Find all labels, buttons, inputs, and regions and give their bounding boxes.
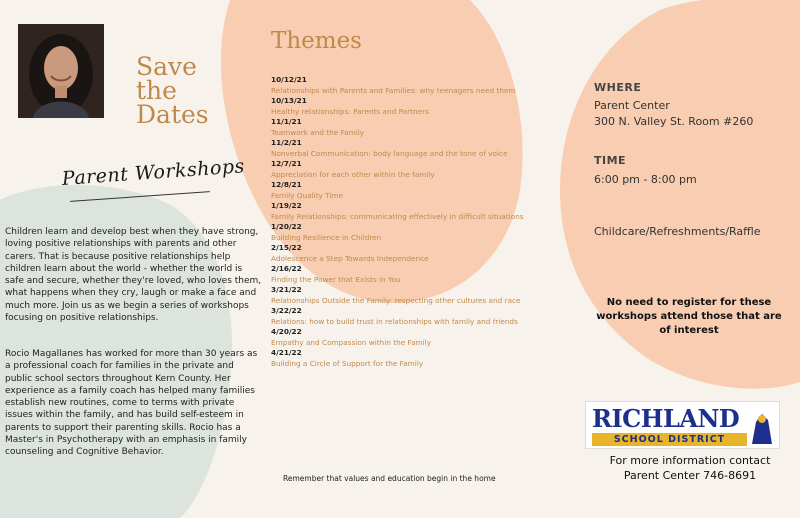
- theme-date: 1/20/22: [271, 222, 302, 231]
- theme-topic: Healthy relationships: Parents and Partners: [271, 106, 429, 116]
- bio-paragraph: Rocio Magallanes has worked for more than 30 years as a professional coach for families in the private and public school sectors throughout Kern County. Her experience as a family coach has helped many families establish new routines, come to terms with private issues within the family, and has build self-esteem in parents to support their parenting skills. Rocio has a Master's in Psychotherapy with an emphasis in family counseling and Cognitive Behavior.: [5, 349, 258, 458]
- theme-topic: Building Resilience in Children: [271, 232, 382, 242]
- save-the-dates-heading: [136, 52, 209, 129]
- theme-topic: Relationships with Parents and Families: why teenagers need them: [271, 85, 516, 95]
- extras-text: Childcare/Refreshments/Raffle: [594, 225, 761, 238]
- theme-date: 11/2/21: [271, 138, 302, 147]
- where-line2: 300 N. Valley St. Room #260: [594, 115, 754, 128]
- register-note: No need to register for these workshops attend those that are of interest: [596, 297, 782, 336]
- time-heading: TIME: [594, 154, 627, 167]
- footer-note: Remember that values and education begin in the home: [283, 474, 496, 483]
- themes-list: [271, 75, 531, 369]
- theme-date: 2/15/22: [271, 243, 302, 252]
- theme-date: 4/20/22: [271, 327, 302, 336]
- themes-title: Themes: [271, 28, 362, 54]
- presenter-photo: [18, 24, 104, 118]
- where-line1: Parent Center: [594, 99, 670, 112]
- contact-line2: Parent Center 746-8691: [623, 469, 757, 482]
- theme-topic: Adolescence a Step Towards Independence: [271, 253, 429, 263]
- theme-date: 12/7/21: [271, 159, 302, 168]
- theme-date: 10/13/21: [271, 96, 307, 105]
- theme-date: 4/21/22: [271, 348, 302, 357]
- theme-topic: Building a Circle of Support for the Family: [271, 358, 424, 368]
- contact-info: [590, 453, 790, 483]
- theme-date: 3/21/22: [271, 285, 302, 294]
- the-word: the: [136, 76, 177, 105]
- save-word: Save: [136, 52, 197, 81]
- theme-topic: Teamwork and the Family: [271, 127, 365, 137]
- theme-topic: Relationships Outside the Family: respecting other cultures and race: [271, 295, 521, 305]
- theme-topic: Nonverbal Communication: body language and the tone of voice: [271, 148, 508, 158]
- theme-date: 10/12/21: [271, 75, 307, 84]
- parent-workshops-title: Parent Workshops: [61, 155, 246, 190]
- theme-topic: Finding the Power that Exists in You: [271, 274, 401, 284]
- theme-topic: Appreciation for each other within the family: [271, 169, 435, 179]
- theme-date: 11/1/21: [271, 117, 302, 126]
- theme-date: 12/8/21: [271, 180, 302, 189]
- theme-date: 1/19/22: [271, 201, 302, 210]
- theme-topic: Family Quality Time: [271, 190, 344, 200]
- dates-word: Dates: [136, 100, 209, 129]
- theme-date: 3/22/22: [271, 306, 302, 315]
- theme-topic: Empathy and Compassion within the Family: [271, 337, 432, 347]
- theme-topic: Family Relationships: communicating effectively in difficult situations: [271, 211, 524, 221]
- mascot-icon: [748, 410, 776, 446]
- time-value: 6:00 pm - 8:00 pm: [594, 173, 697, 186]
- theme-topic: Relations: how to build trust in relationships with family and friends: [271, 316, 518, 326]
- logo-top-text: RICHLAND: [592, 404, 740, 433]
- where-heading: WHERE: [594, 81, 642, 94]
- intro-paragraph: Children learn and develop best when they have strong, loving positive relationships with parents and other carers. That is because positive relationships help children learn about the world - whether the world is safe and secure, whether they're loved, who loves them, what happens when they cry, laugh or make a face and much more. Join us as we begin a series of workshops focusing on positive relationships.: [5, 227, 262, 324]
- logo-bottom-text: SCHOOL DISTRICT: [592, 433, 747, 446]
- theme-date: 2/16/22: [271, 264, 302, 273]
- contact-line1: For more information contact: [609, 454, 771, 467]
- school-district-logo: [585, 401, 780, 449]
